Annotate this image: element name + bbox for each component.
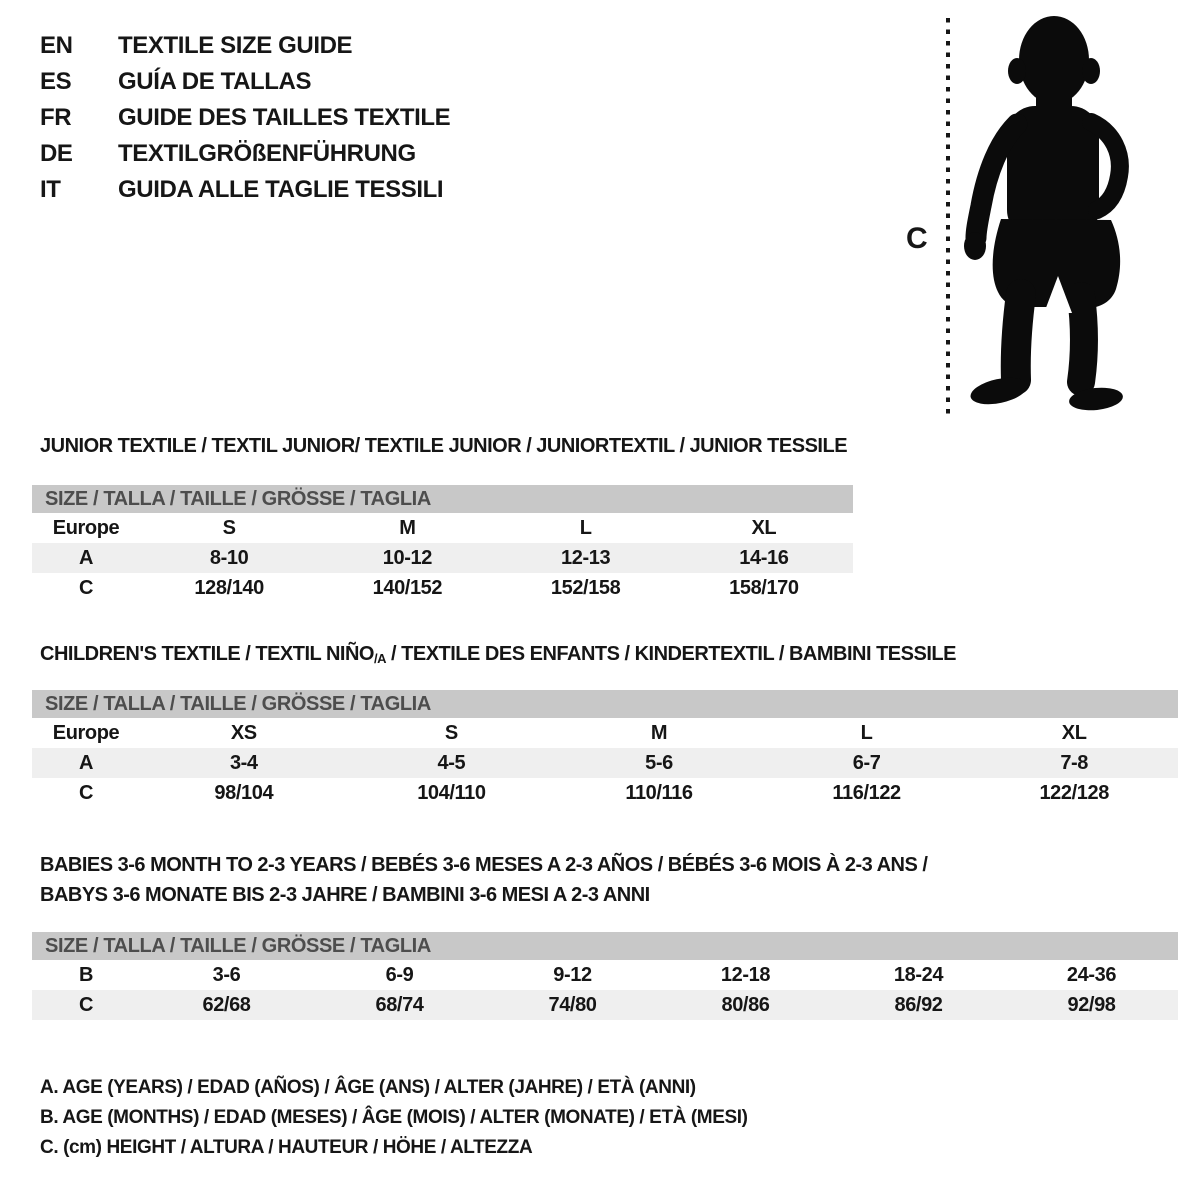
language-row <box>40 136 450 172</box>
language-code: FR <box>40 104 72 131</box>
size-cell: XL <box>675 513 853 543</box>
size-cell: S <box>348 718 556 748</box>
value-cell: 6-7 <box>763 748 971 778</box>
table-row-age-months <box>32 960 1178 990</box>
babies-title-line2: BABYS 3-6 MONATE BIS 2-3 JAHRE / BAMBINI 3-6 MESI A 2-3 ANNI <box>40 884 650 906</box>
size-header-label: SIZE / TALLA / TAILLE / GRÖSSE / TAGLIA <box>32 485 853 513</box>
language-list <box>40 28 450 208</box>
size-header-label: SIZE / TALLA / TAILLE / GRÖSSE / TAGLIA <box>32 690 1178 718</box>
language-code: DE <box>40 140 73 167</box>
value-cell: 14-16 <box>675 543 853 573</box>
value-cell: 7-8 <box>970 748 1178 778</box>
babies-size-table <box>32 932 1178 1020</box>
size-cell: M <box>318 513 496 543</box>
value-cell: 98/104 <box>140 778 348 808</box>
babies-section-title <box>40 850 927 910</box>
table-row-europe <box>32 513 853 543</box>
size-guide-title: GUIDA ALLE TAGLIE TESSILI <box>118 176 444 203</box>
size-header-label: SIZE / TALLA / TAILLE / GRÖSSE / TAGLIA <box>32 932 1178 960</box>
value-cell: 3-4 <box>140 748 348 778</box>
table-row-age <box>32 748 1178 778</box>
value-cell: 92/98 <box>1005 990 1178 1020</box>
value-cell: 128/140 <box>140 573 318 603</box>
language-row <box>40 100 450 136</box>
value-cell: 122/128 <box>970 778 1178 808</box>
value-cell: 12-18 <box>659 960 832 990</box>
size-cell: L <box>497 513 675 543</box>
value-cell: 152/158 <box>497 573 675 603</box>
legend-line-c: C. (cm) HEIGHT / ALTURA / HAUTEUR / HÖHE / ALTEZZA <box>40 1137 533 1158</box>
size-header-bar <box>32 485 853 513</box>
babies-title-line1: BABIES 3-6 MONTH TO 2-3 YEARS / BEBÉS 3-6 MESES A 2-3 AÑOS / BÉBÉS 3-6 MOIS À 2-3 ANS / <box>40 854 928 876</box>
children-title-pre: CHILDREN'S TEXTILE / TEXTIL NIÑO <box>40 643 374 665</box>
value-cell: 116/122 <box>763 778 971 808</box>
language-row <box>40 172 450 208</box>
row-label: C <box>32 778 140 808</box>
junior-size-table <box>32 485 853 603</box>
table-row-height <box>32 573 853 603</box>
value-cell: 62/68 <box>140 990 313 1020</box>
value-cell: 74/80 <box>486 990 659 1020</box>
value-cell: 8-10 <box>140 543 318 573</box>
row-label: Europe <box>32 513 140 543</box>
language-code: EN <box>40 32 73 59</box>
language-code: ES <box>40 68 72 95</box>
value-cell: 5-6 <box>555 748 763 778</box>
legend-line-a: A. AGE (YEARS) / EDAD (AÑOS) / ÂGE (ANS) / ALTER (JAHRE) / ETÀ (ANNI) <box>40 1077 696 1098</box>
row-label: A <box>32 748 140 778</box>
value-cell: 24-36 <box>1005 960 1178 990</box>
table-row-height <box>32 990 1178 1020</box>
row-label: C <box>32 573 140 603</box>
language-code: IT <box>40 176 61 203</box>
row-label: B <box>32 960 140 990</box>
legend-line-b: B. AGE (MONTHS) / EDAD (MESES) / ÂGE (MOIS) / ALTER (MONATE) / ETÀ (MESI) <box>40 1107 748 1128</box>
size-guide-title: GUÍA DE TALLAS <box>118 68 312 95</box>
value-cell: 18-24 <box>832 960 1005 990</box>
size-guide-title: GUIDE DES TAILLES TEXTILE <box>118 104 451 131</box>
value-cell: 80/86 <box>659 990 832 1020</box>
children-title-sub: /A <box>373 651 386 666</box>
value-cell: 104/110 <box>348 778 556 808</box>
size-header-bar <box>32 690 1178 718</box>
baby-height-figure <box>898 8 1160 422</box>
height-measure-label: C <box>906 222 928 255</box>
value-cell: 9-12 <box>486 960 659 990</box>
value-cell: 158/170 <box>675 573 853 603</box>
value-cell: 140/152 <box>318 573 496 603</box>
value-cell: 12-13 <box>497 543 675 573</box>
row-label: C <box>32 990 140 1020</box>
language-row <box>40 64 450 100</box>
value-cell: 68/74 <box>313 990 486 1020</box>
value-cell: 3-6 <box>140 960 313 990</box>
size-cell: XS <box>140 718 348 748</box>
table-row-age <box>32 543 853 573</box>
children-section-title <box>40 643 956 670</box>
size-header-bar <box>32 932 1178 960</box>
size-cell: XL <box>970 718 1178 748</box>
row-label: A <box>32 543 140 573</box>
size-cell: S <box>140 513 318 543</box>
children-title-post: / TEXTILE DES ENFANTS / KINDERTEXTIL / BAMBINI TESSILE <box>385 643 956 665</box>
table-row-height <box>32 778 1178 808</box>
value-cell: 110/116 <box>555 778 763 808</box>
children-size-table <box>32 690 1178 808</box>
value-cell: 86/92 <box>832 990 1005 1020</box>
value-cell: 10-12 <box>318 543 496 573</box>
junior-section-title: JUNIOR TEXTILE / TEXTIL JUNIOR/ TEXTILE JUNIOR / JUNIORTEXTIL / JUNIOR TESSILE <box>40 435 848 457</box>
value-cell: 4-5 <box>348 748 556 778</box>
language-row <box>40 28 450 64</box>
value-cell: 6-9 <box>313 960 486 990</box>
row-label: Europe <box>32 718 140 748</box>
measurement-legend <box>40 1073 748 1163</box>
size-cell: M <box>555 718 763 748</box>
size-guide-title: TEXTILE SIZE GUIDE <box>118 32 353 59</box>
table-row-europe <box>32 718 1178 748</box>
size-guide-title: TEXTILGRÖßENFÜHRUNG <box>118 140 416 167</box>
size-cell: L <box>763 718 971 748</box>
baby-silhouette-icon <box>964 16 1124 413</box>
